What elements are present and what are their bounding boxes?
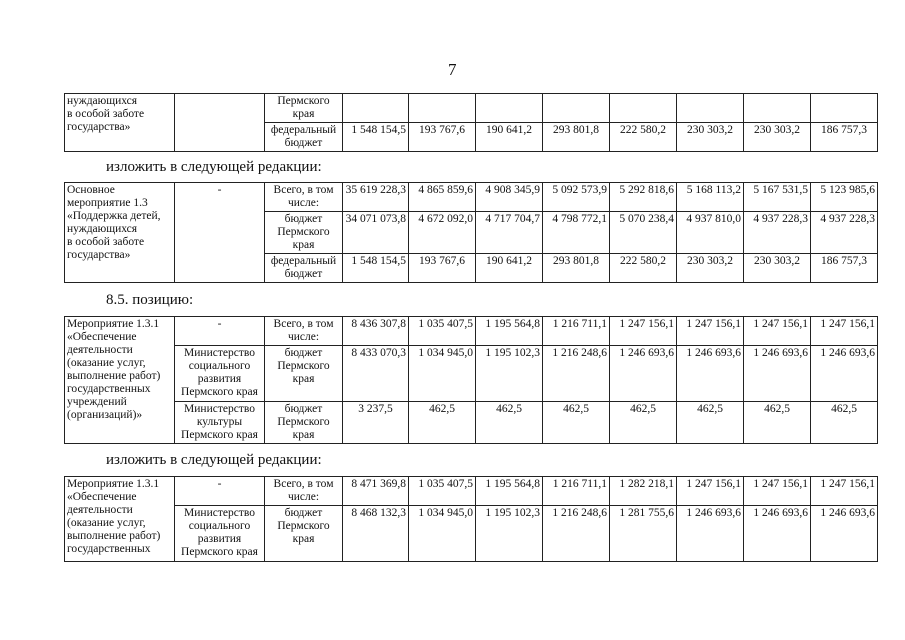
table-row — [65, 317, 878, 346]
value-cell: 222 580,2 — [610, 254, 677, 283]
value-cell: 1 035 407,5 — [409, 317, 476, 346]
value-cell: 230 303,2 — [677, 254, 744, 283]
value-cell — [610, 94, 677, 123]
value-cell: 462,5 — [744, 402, 811, 444]
value-cell: 1 548 154,5 — [343, 254, 409, 283]
value-cell: 1 035 407,5 — [409, 477, 476, 506]
value-cell: 5 168 113,2 — [677, 183, 744, 212]
value-cell — [343, 94, 409, 123]
value-cell: 1 247 156,1 — [677, 317, 744, 346]
value-cell: 193 767,6 — [409, 123, 476, 152]
value-cell: 1 246 693,6 — [744, 506, 811, 562]
value-cell — [543, 94, 610, 123]
value-cell: 5 167 531,5 — [744, 183, 811, 212]
table-main-measure-1-3 — [64, 182, 878, 283]
measure-name-cell: Основное мероприятие 1.3 «Поддержка детей, нуждающихся в особой заботе государства» — [65, 183, 175, 283]
value-cell: 230 303,2 — [744, 254, 811, 283]
source-cell: Всего, в том числе: — [265, 317, 343, 346]
value-cell: 1 281 755,6 — [610, 506, 677, 562]
value-cell: 1 216 248,6 — [543, 346, 610, 402]
value-cell: 1 246 693,6 — [610, 346, 677, 402]
value-cell: 4 908 345,9 — [476, 183, 543, 212]
value-cell: 186 757,3 — [811, 123, 878, 152]
value-cell: 1 195 102,3 — [476, 346, 543, 402]
instruction-text: изложить в следующей редакции: — [106, 159, 322, 175]
executor-cell: Министерство культуры Пермского края — [175, 402, 265, 444]
value-cell: 5 123 985,6 — [811, 183, 878, 212]
value-cell: 34 071 073,8 — [343, 212, 409, 254]
value-cell: 3 237,5 — [343, 402, 409, 444]
value-cell: 4 937 228,3 — [811, 212, 878, 254]
executor-cell: - — [175, 183, 265, 283]
value-cell: 4 865 859,6 — [409, 183, 476, 212]
value-cell: 1 216 711,1 — [543, 317, 610, 346]
value-cell: 462,5 — [811, 402, 878, 444]
value-cell: 462,5 — [543, 402, 610, 444]
value-cell: 230 303,2 — [677, 123, 744, 152]
value-cell: 1 246 693,6 — [744, 346, 811, 402]
executor-cell: Министерство социального развития Пермского края — [175, 346, 265, 402]
source-cell: бюджет Пермского края — [265, 346, 343, 402]
source-cell: федеральный бюджет — [265, 254, 343, 283]
value-cell: 293 801,8 — [543, 123, 610, 152]
value-cell: 293 801,8 — [543, 254, 610, 283]
value-cell: 1 246 693,6 — [811, 506, 878, 562]
table-measure-1-3-1-old — [64, 316, 878, 444]
table-row — [65, 94, 878, 123]
value-cell: 4 672 092,0 — [409, 212, 476, 254]
value-cell: 1 246 693,6 — [677, 346, 744, 402]
table-row — [65, 506, 878, 562]
page-number: 7 — [448, 60, 457, 79]
value-cell: 1 195 564,8 — [476, 477, 543, 506]
value-cell: 190 641,2 — [476, 123, 543, 152]
source-cell: Пермского края — [265, 94, 343, 123]
value-cell — [811, 94, 878, 123]
value-cell — [409, 94, 476, 123]
value-cell: 5 092 573,9 — [543, 183, 610, 212]
value-cell: 1 246 693,6 — [677, 506, 744, 562]
table-row — [65, 477, 878, 506]
value-cell: 222 580,2 — [610, 123, 677, 152]
value-cell: 1 247 156,1 — [744, 317, 811, 346]
value-cell: 5 292 818,6 — [610, 183, 677, 212]
value-cell: 190 641,2 — [476, 254, 543, 283]
value-cell: 4 937 228,3 — [744, 212, 811, 254]
source-cell: федеральный бюджет — [265, 123, 343, 152]
executor-cell: - — [175, 477, 265, 506]
value-cell: 462,5 — [677, 402, 744, 444]
value-cell: 230 303,2 — [744, 123, 811, 152]
executor-cell: - — [175, 317, 265, 346]
value-cell: 4 937 810,0 — [677, 212, 744, 254]
value-cell: 1 195 102,3 — [476, 506, 543, 562]
value-cell: 35 619 228,3 — [343, 183, 409, 212]
value-cell: 1 216 711,1 — [543, 477, 610, 506]
value-cell: 1 034 945,0 — [409, 506, 476, 562]
value-cell: 8 468 132,3 — [343, 506, 409, 562]
measure-name-cell: нуждающихся в особой заботе государства» — [65, 94, 175, 152]
table-row — [65, 346, 878, 402]
value-cell: 186 757,3 — [811, 254, 878, 283]
table-measure-1-3-1-new — [64, 476, 878, 562]
table-row — [65, 183, 878, 212]
value-cell: 1 247 156,1 — [811, 477, 878, 506]
value-cell — [677, 94, 744, 123]
measure-name-cell: Мероприятие 1.3.1 «Обеспечение деятельности (оказание услуг, выполнение работ) государственных — [65, 477, 175, 562]
section-heading: 8.5. позицию: — [106, 292, 194, 308]
value-cell — [744, 94, 811, 123]
measure-name-cell: Мероприятие 1.3.1 «Обеспечение деятельности (оказание услуг, выполнение работ) государственных учреждений (организаций)» — [65, 317, 175, 444]
value-cell: 1 195 564,8 — [476, 317, 543, 346]
instruction-text: изложить в следующей редакции: — [106, 452, 322, 468]
value-cell: 8 433 070,3 — [343, 346, 409, 402]
source-cell: Всего, в том числе: — [265, 183, 343, 212]
source-cell: бюджет Пермского края — [265, 402, 343, 444]
value-cell: 462,5 — [610, 402, 677, 444]
value-cell: 462,5 — [476, 402, 543, 444]
table-fragment-continuation — [64, 93, 878, 152]
value-cell: 4 798 772,1 — [543, 212, 610, 254]
source-cell: Всего, в том числе: — [265, 477, 343, 506]
source-cell: бюджет Пермского края — [265, 212, 343, 254]
value-cell: 1 548 154,5 — [343, 123, 409, 152]
value-cell: 1 247 156,1 — [811, 317, 878, 346]
value-cell: 1 282 218,1 — [610, 477, 677, 506]
value-cell: 193 767,6 — [409, 254, 476, 283]
value-cell: 1 247 156,1 — [677, 477, 744, 506]
value-cell: 1 247 156,1 — [744, 477, 811, 506]
value-cell: 1 034 945,0 — [409, 346, 476, 402]
source-cell: бюджет Пермского края — [265, 506, 343, 562]
value-cell: 1 247 156,1 — [610, 317, 677, 346]
executor-cell — [175, 94, 265, 152]
value-cell: 4 717 704,7 — [476, 212, 543, 254]
value-cell — [476, 94, 543, 123]
value-cell: 5 070 238,4 — [610, 212, 677, 254]
executor-cell: Министерство социального развития Пермского края — [175, 506, 265, 562]
value-cell: 462,5 — [409, 402, 476, 444]
value-cell: 8 436 307,8 — [343, 317, 409, 346]
table-row — [65, 402, 878, 444]
value-cell: 8 471 369,8 — [343, 477, 409, 506]
value-cell: 1 216 248,6 — [543, 506, 610, 562]
value-cell: 1 246 693,6 — [811, 346, 878, 402]
